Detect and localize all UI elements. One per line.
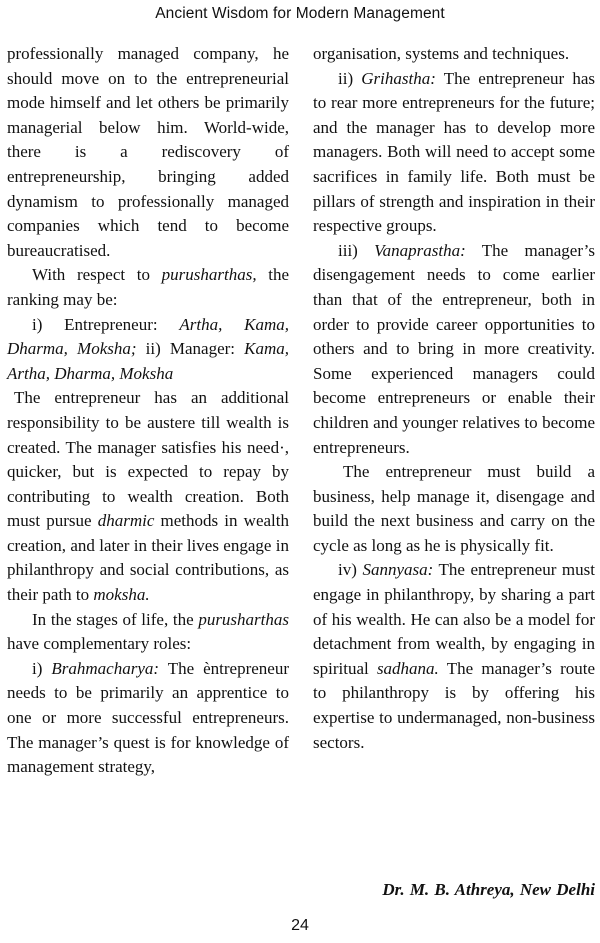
paragraph: i) Entrepreneur: Artha, Kama, Dharma, Moksha; ii) Manager: Kama, Artha, Dharma, Moksha xyxy=(7,314,290,383)
paragraph: ii) Grihastha: The entrepreneur has to rear more entrepreneurs for the future; and the manager has to develop more managers. Both will need to accept some sacrifices in family life. Both must be pillars of strength and inspiration in their respective groups. xyxy=(313,68,596,236)
paragraph: iv) Sannyasa: The entrepreneur must engage in philanthropy, by sharing a part of his wealth. He can also be a model for detachment from wealth, by engaging in spiritual sadhana. The manager’s route to philanthropy is by offering his expertise to undermanaged, non-business sectors. xyxy=(313,560,595,752)
emphasis: moksha. xyxy=(93,585,150,605)
author-byline: Dr. M. B. Athreya, New Delhi xyxy=(382,880,595,899)
emphasis: Brahmacharya: xyxy=(51,658,160,678)
emphasis: Artha, Kama, Dharma, Moksha; xyxy=(7,314,290,359)
emphasis: Kama, Artha, Dharma, Moksha xyxy=(7,339,290,383)
paragraph: professionally managed company, he should move on to the entrepreneurial mode himself and let others be primarily managerial below him. World-wide, there is a rediscovery of entrepreneurship, bringing added dynamism to professionally managed companies which tend to become bureaucratised. xyxy=(7,44,289,260)
paragraph: In the stages of life, the purusharthas have complementary roles: xyxy=(7,609,289,654)
emphasis: Sannyasa: xyxy=(362,560,434,580)
paragraph: iii) Vanaprastha: The manager’s disengagement needs to come earlier than that of the entrepreneur, both in order to provide career opportunities to others and to bring in more creativity. Some experienced managers could become entrepreneurs or enable their children and younger relatives to become entrepreneurs. xyxy=(313,240,595,457)
paragraph: The entrepreneur must build a business, help manage it, disengage and build the next business and carry on the cycle as long as he is physically fit. xyxy=(313,462,595,555)
right-column xyxy=(313,42,595,755)
page-number: 24 xyxy=(291,917,309,934)
left-column xyxy=(7,42,289,780)
emphasis: dharmic xyxy=(97,511,155,531)
paragraph: organisation, systems and techniques. xyxy=(313,44,570,63)
running-header: Ancient Wisdom for Modern Management xyxy=(155,5,445,22)
emphasis: purusharthas, xyxy=(161,265,257,285)
emphasis: Vanaprastha: xyxy=(374,240,466,260)
paragraph: i) Brahmacharya: The èntrepreneur needs to be primarily an apprentice to one or more successful entrepreneurs. The manager’s quest is for knowledge of management strategy, xyxy=(7,658,290,777)
paragraph: With respect to purusharthas, the ranking may be: xyxy=(7,265,289,309)
paragraph: The entrepreneur has an additional responsibility to be austere till wealth is created. The manager satisfies his need·, quicker, but is expected to repay by contributing to wealth creation. Both must pursue dharmic methods in wealth creation, and later in their lives engage in philanthropy and social contributions, as their path to moksha. xyxy=(7,388,289,605)
emphasis: purusharthas xyxy=(198,609,289,629)
emphasis: sadhana. xyxy=(376,658,439,678)
emphasis: Grihastha: xyxy=(361,68,436,88)
